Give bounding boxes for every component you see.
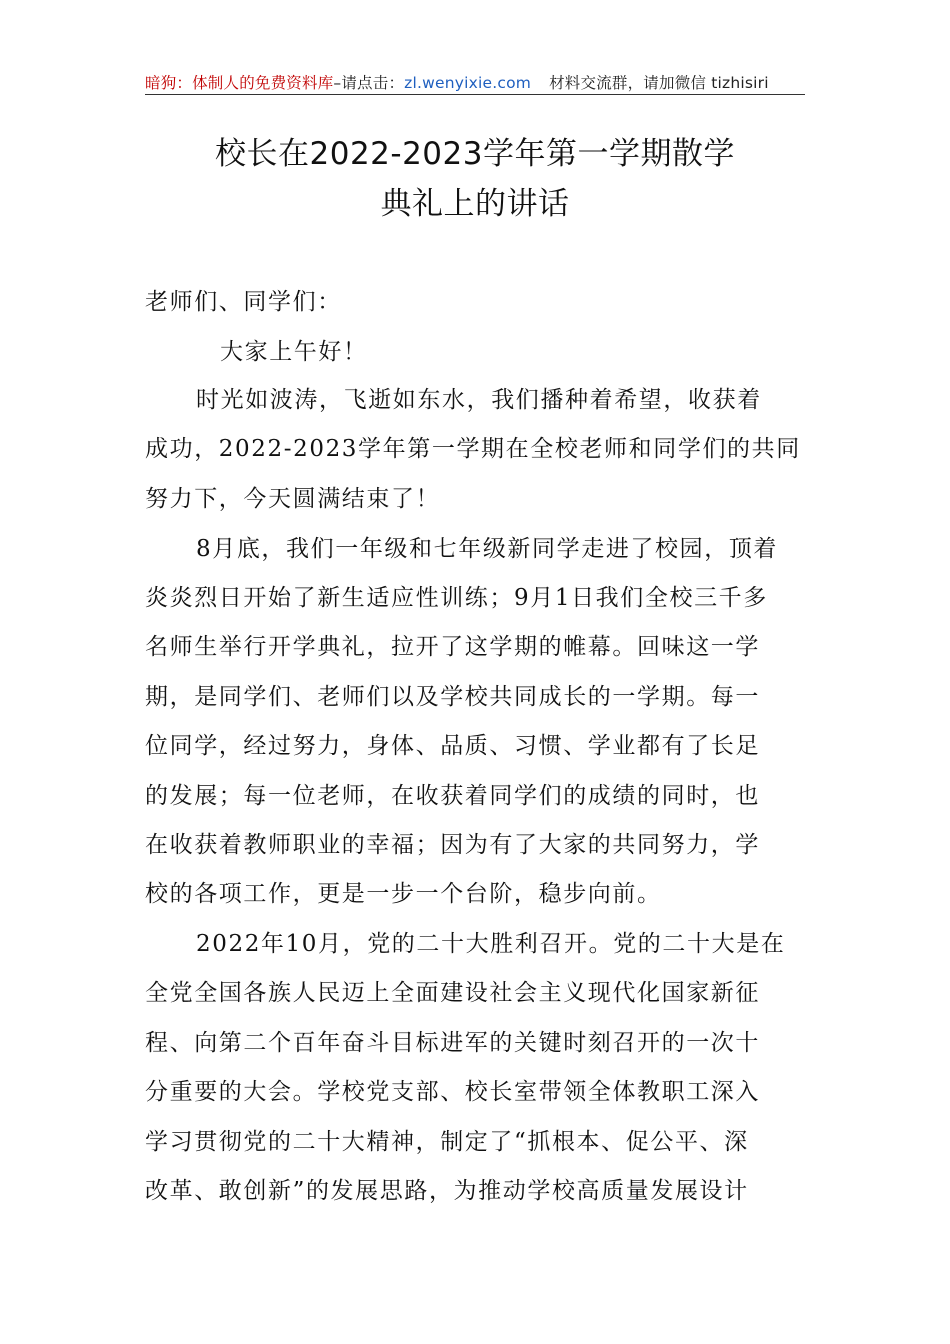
text-line: 时光如波涛，飞逝如东水，我们播种着希望，收获着 [196, 387, 762, 413]
document-title-line-2: 典礼上的讲话 [380, 186, 570, 222]
text-line: 改革、敢创新”的发展思路，为推动学校高质量发展设计 [145, 1178, 749, 1204]
header-divider [145, 94, 805, 95]
text-line: 炎炎烈日开始了新生适应性训练；9月1日我们全校三千多 [145, 585, 768, 611]
text-line: 的发展；每一位老师，在收获着同学们的成绩的同时，也 [145, 783, 760, 809]
text-line: 位同学，经过努力，身体、品质、习惯、学业都有了长足 [145, 733, 760, 759]
text-line: 期，是同学们、老师们以及学校共同成长的一学期。每一 [145, 684, 760, 710]
header-brand: 暗狗：体制人的免费资料库 [145, 74, 334, 92]
text-line: 8月底，我们一年级和七年级新同学走进了校园，顶着 [196, 536, 779, 562]
greeting: 大家上午好！ [220, 339, 368, 365]
document-title-line-1: 校长在2022-2023学年第一学期散学 [215, 136, 735, 172]
text-line: 学习贯彻党的二十大精神，制定了“抓根本、促公平、深 [145, 1129, 749, 1155]
text-line: 名师生举行开学典礼，拉开了这学期的帷幕。回味这一学 [145, 634, 760, 660]
text-line: 成功，2022-2023学年第一学期在全校老师和同学们的共同 [145, 436, 801, 462]
header-link[interactable]: zl.wenyixie.com [404, 74, 532, 92]
header-wechat-note: 材料交流群，请加微信 tizhisiri [549, 74, 769, 92]
text-line: 全党全国各族人民迈上全面建设社会主义现代化国家新征 [145, 980, 760, 1006]
salutation: 老师们、同学们： [145, 289, 342, 315]
text-line: 分重要的大会。学校党支部、校长室带领全体教职工深入 [145, 1079, 760, 1105]
text-line: 程、向第二个百年奋斗目标进军的关键时刻召开的一次十 [145, 1030, 760, 1056]
text-line: 2022年10月，党的二十大胜利召开。党的二十大是在 [196, 931, 786, 957]
text-line: 努力下，今天圆满结束了！ [145, 486, 441, 512]
header-click-prompt: –请点击： [333, 74, 405, 92]
text-line: 校的各项工作，更是一步一个台阶，稳步向前。 [145, 881, 662, 907]
watermark-header [145, 63, 805, 103]
text-line: 在收获着教师职业的幸福；因为有了大家的共同努力，学 [145, 832, 760, 858]
